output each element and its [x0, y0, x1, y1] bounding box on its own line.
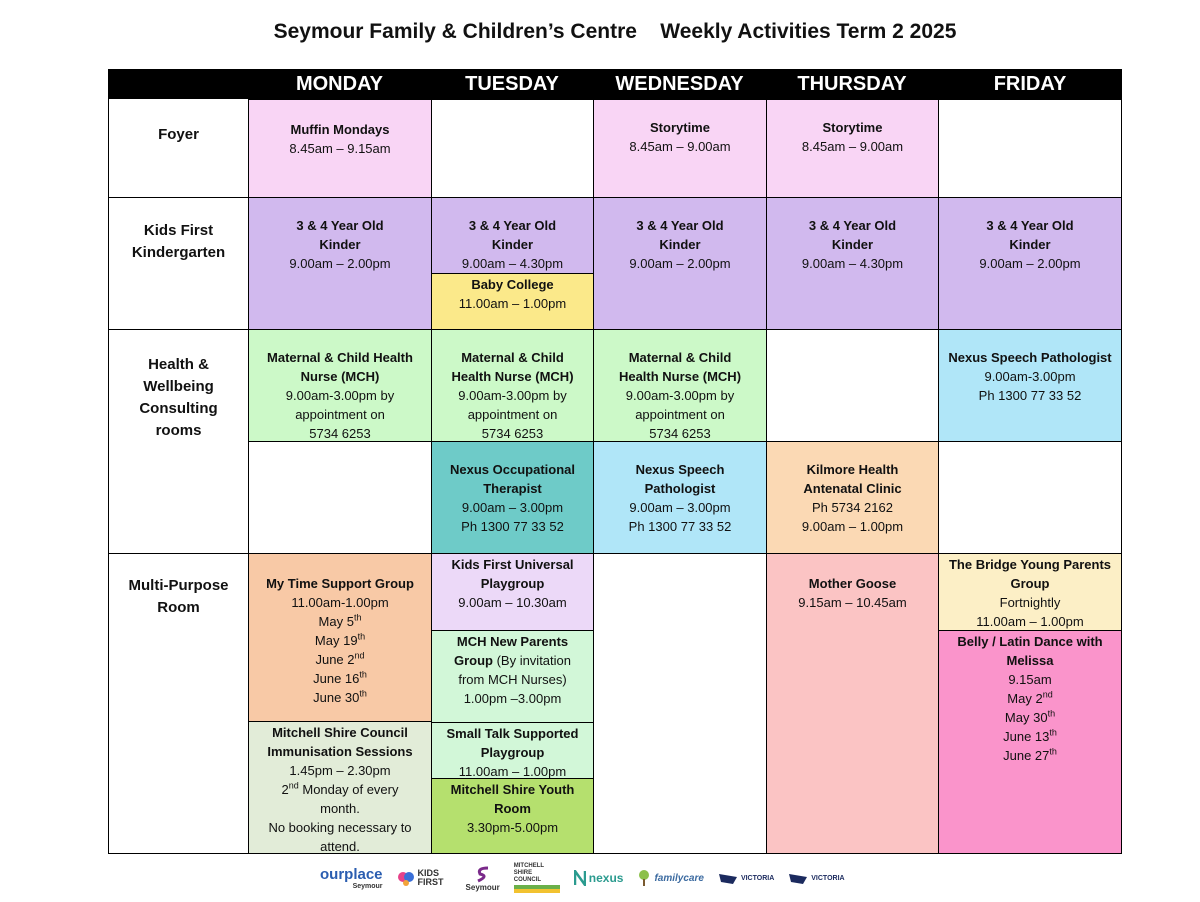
date-text: June 13	[1003, 729, 1050, 744]
tree-icon	[637, 869, 651, 887]
row-divider	[108, 853, 249, 854]
activity-time: 1.45pm – 2.30pm	[289, 763, 391, 778]
activity-title: Storytime	[822, 120, 883, 135]
activity-youth-room	[431, 778, 594, 854]
activity-time: 9.00am – 1.00pm	[801, 519, 904, 534]
activity-phone: Ph 1300 77 33 52	[461, 519, 564, 534]
activity-time: 11.00am – 1.00pm	[458, 764, 567, 779]
n-logo-icon	[574, 870, 586, 886]
row-divider	[108, 197, 249, 198]
activity-title: Therapist	[483, 481, 542, 496]
activity-date	[945, 708, 1115, 727]
row-label-column	[108, 99, 249, 853]
empty-cell	[938, 441, 1122, 554]
logo-text: ourplace	[320, 866, 383, 883]
activity-kinder-mon	[248, 197, 432, 330]
activity-time: 8.45am – 9.00am	[801, 139, 904, 154]
activity-title: Kinder	[319, 237, 361, 252]
activity-note: from MCH Nurses)	[458, 672, 567, 687]
activity-date	[945, 746, 1115, 765]
activity-title: The Bridge Young Parents	[948, 557, 1112, 572]
activity-date	[255, 669, 425, 688]
activity-title: Mitchell Shire Council	[272, 725, 408, 740]
activity-title: 3 & 4 Year Old	[636, 218, 724, 233]
familycare-logo	[637, 869, 703, 887]
activity-time: 9.00am – 4.30pm	[461, 256, 564, 271]
activity-time: 8.45am – 9.15am	[289, 141, 391, 156]
activity-time: 11.00am-1.00pm	[291, 595, 389, 610]
activity-time: 11.00am – 1.00pm	[976, 614, 1084, 629]
activity-small-talk-playgroup	[431, 722, 594, 779]
note-text: (By invitation	[492, 653, 572, 668]
row-label-multipurpose	[108, 575, 249, 619]
kidsfirst-logo	[397, 869, 452, 887]
activity-time: 9.00am-3.00pm	[984, 369, 1076, 384]
partner-logos	[320, 858, 860, 898]
activity-date	[255, 612, 425, 631]
activity-title: Room	[494, 801, 531, 816]
seymour-college-logo	[466, 865, 500, 892]
activity-title: Maternal & Child	[461, 350, 564, 365]
victoria-map-icon	[788, 871, 808, 885]
activity-time: 11.00am – 1.00pm	[458, 296, 567, 311]
activity-title: Playgroup	[480, 745, 545, 760]
activity-time: 1.00pm –3.00pm	[463, 691, 562, 706]
logo-text: KIDS FIRST	[417, 868, 444, 887]
activity-antenatal-clinic	[766, 441, 939, 554]
date-suffix: th	[359, 688, 367, 699]
activity-phone: 5734 6253	[309, 426, 371, 441]
activity-mch-mon	[248, 329, 432, 442]
logo-text: nexus	[588, 871, 624, 885]
activity-kinder-wed	[593, 197, 767, 330]
activity-phone: 5734 6253	[649, 426, 711, 441]
activity-title: Melissa	[1006, 653, 1054, 668]
date-text: May 30	[1004, 710, 1048, 725]
butterfly-icon	[397, 869, 415, 887]
activity-date	[255, 650, 425, 669]
activity-title: Small Talk Supported	[446, 726, 579, 741]
date-text: June 16	[313, 671, 360, 686]
activity-title: Nexus Speech Pathologist	[948, 350, 1112, 365]
activity-kinder-thu	[766, 197, 939, 330]
page-title: Seymour Family & Children’s Centre Weekly Activities Term 2 2025	[273, 20, 957, 43]
date-suffix: th	[1049, 746, 1057, 757]
activity-date	[255, 688, 425, 707]
date-suffix: th	[1049, 727, 1057, 738]
date-text: June 27	[1003, 748, 1050, 763]
row-label-text: Foyer	[158, 126, 199, 143]
activity-mch-wed	[593, 329, 767, 442]
activity-date	[945, 727, 1115, 746]
activity-note: appointment on	[295, 407, 385, 422]
activity-title: Pathologist	[644, 481, 716, 496]
empty-cell	[938, 99, 1122, 198]
s-logo-icon	[474, 865, 492, 883]
waves-icon	[514, 885, 560, 893]
activity-title: Maternal & Child	[628, 350, 732, 365]
date-suffix: nd	[354, 650, 365, 661]
activity-my-time-group	[248, 553, 432, 722]
row-label-text: Room	[157, 599, 200, 616]
logo-text: VICTORIA	[811, 874, 845, 882]
activity-note: appointment on	[635, 407, 725, 422]
row-divider	[108, 553, 249, 554]
activity-title: Kinder	[491, 237, 534, 252]
date-suffix: th	[359, 669, 367, 680]
activity-title: Playgroup	[480, 576, 545, 591]
activity-occupational-therapist	[431, 441, 594, 554]
activity-storytime-thu	[766, 99, 939, 198]
date-text: June 2	[315, 652, 355, 667]
activity-title: Maternal & Child Health	[267, 350, 413, 365]
activity-kinder-tue	[431, 197, 594, 274]
activity-speech-wed	[593, 441, 767, 554]
activity-phone: 5734 6253	[481, 426, 544, 441]
activity-title: Nurse (MCH)	[300, 369, 380, 384]
empty-cell	[431, 99, 594, 198]
activity-time: 8.45am – 9.00am	[629, 139, 731, 154]
empty-cell	[248, 441, 432, 554]
activity-title: My Time Support Group	[266, 576, 414, 591]
activity-muffin-mondays	[248, 99, 432, 198]
activity-time: 9.00am-3.00pm by	[458, 388, 567, 403]
activity-title: Group	[453, 653, 493, 668]
empty-cell	[593, 553, 767, 854]
activity-bridge-young-parents	[938, 553, 1122, 631]
day-header-tuesday: TUESDAY	[431, 69, 593, 99]
activity-title: Health Nurse (MCH)	[618, 369, 742, 384]
activity-title: Mitchell Shire Youth	[450, 782, 575, 797]
activity-title: Belly / Latin Dance with	[957, 634, 1103, 649]
activity-time: 9.15am	[1008, 672, 1052, 687]
activity-title: 3 & 4 Year Old	[468, 218, 557, 233]
row-label-text: rooms	[155, 422, 202, 439]
activity-time: 9.00am – 3.00pm	[461, 500, 564, 515]
date-suffix: th	[1047, 708, 1056, 719]
activity-title: 3 & 4 Year Old	[296, 218, 384, 233]
date-text: June 30	[313, 690, 360, 705]
activity-title: Health Nurse (MCH)	[451, 369, 574, 384]
victoria-education-logo	[718, 871, 774, 885]
activity-note	[438, 651, 587, 670]
activity-time: 9.00am-3.00pm by	[285, 388, 395, 403]
date-text: May 19	[314, 633, 358, 648]
activity-title: Kilmore Health	[806, 462, 899, 477]
activity-universal-playgroup	[431, 553, 594, 631]
activity-note: appointment on	[467, 407, 558, 422]
ourplace-logo	[320, 866, 383, 890]
activity-time: 3.30pm-5.00pm	[466, 820, 559, 835]
activity-note: month.	[320, 801, 360, 816]
note-text: 2	[281, 782, 289, 797]
activity-time: 9.00am – 3.00pm	[629, 500, 731, 515]
day-header-wednesday: WEDNESDAY	[593, 69, 766, 99]
date-suffix: th	[357, 631, 366, 642]
activity-phone: Ph 1300 77 33 52	[978, 388, 1082, 403]
row-label-text: Kindergarten	[131, 244, 226, 261]
activity-storytime-wed	[593, 99, 767, 198]
activity-mch-tue	[431, 329, 594, 442]
activity-title: 3 & 4 Year Old	[808, 218, 897, 233]
activity-title: Kids First Universal	[451, 557, 574, 572]
activity-immunisation	[248, 721, 432, 854]
mitchell-shire-logo	[514, 863, 560, 893]
date-text: May 2	[1007, 691, 1043, 706]
activity-note: No booking necessary to	[268, 820, 412, 835]
note-text: Monday of every	[298, 782, 399, 797]
activity-mother-goose	[766, 553, 939, 854]
row-label-text: Health &	[148, 356, 209, 373]
activity-belly-latin-dance	[938, 630, 1122, 854]
empty-cell	[766, 329, 939, 442]
activity-title: Baby College	[471, 277, 554, 292]
row-label-text: Consulting	[139, 400, 218, 417]
logo-text: Seymour	[465, 882, 500, 892]
activity-title: Nexus Occupational	[450, 462, 575, 477]
activity-kinder-fri	[938, 197, 1122, 330]
activity-title: Muffin Mondays	[290, 122, 390, 137]
activity-time: 9.00am-3.00pm by	[625, 388, 735, 403]
activity-time: 9.15am – 10.45am	[798, 595, 907, 610]
activity-title: Immunisation Sessions	[267, 744, 413, 759]
logo-text: VICTORIA	[740, 874, 775, 882]
activity-time: 9.00am – 10.30am	[458, 595, 567, 610]
activity-title: Storytime	[650, 120, 710, 135]
activity-date	[945, 689, 1115, 708]
activity-title: Nexus Speech	[635, 462, 725, 477]
logo-subtext: Seymour	[352, 883, 383, 890]
activity-speech-fri	[938, 329, 1122, 442]
activity-title: Kinder	[659, 237, 701, 252]
victoria-map-icon	[718, 871, 738, 885]
activity-title: Group	[1010, 576, 1050, 591]
date-suffix: nd	[288, 780, 299, 791]
activity-title: MCH New Parents	[456, 634, 569, 649]
day-header-friday: FRIDAY	[938, 69, 1122, 99]
activity-note: attend.	[320, 839, 360, 854]
activity-title: 3 & 4 Year Old	[986, 218, 1074, 233]
date-suffix: th	[353, 612, 362, 623]
activity-phone: Ph 5734 2162	[812, 500, 893, 515]
activity-time: 9.00am – 2.00pm	[289, 256, 391, 271]
activity-title: Kinder	[831, 237, 874, 252]
date-text: May 5	[318, 614, 354, 629]
activity-phone: Ph 1300 77 33 52	[628, 519, 732, 534]
activity-time: 9.00am – 4.30pm	[801, 256, 904, 271]
row-label-health	[108, 354, 249, 442]
logo-text: MITCHELL SHIRE COUNCIL	[513, 863, 544, 883]
activity-note	[255, 780, 425, 799]
date-suffix: nd	[1042, 689, 1053, 700]
activity-note: Fortnightly	[999, 595, 1061, 610]
nexus-logo	[574, 870, 624, 886]
activity-time: 9.00am – 2.00pm	[629, 256, 731, 271]
day-header-monday: MONDAY	[248, 69, 431, 99]
logo-text: familycare	[654, 872, 704, 884]
activity-new-parents-group	[431, 630, 594, 723]
activity-baby-college	[431, 273, 594, 330]
row-label-text: Multi-Purpose	[128, 577, 229, 594]
victoria-families-logo	[788, 871, 844, 885]
row-divider	[108, 329, 249, 330]
activity-time: 9.00am – 2.00pm	[979, 256, 1081, 271]
activity-title: Kinder	[1009, 237, 1051, 252]
day-header-thursday: THURSDAY	[766, 69, 938, 99]
activity-title: Mother Goose	[808, 576, 897, 591]
row-label-foyer	[108, 124, 249, 146]
row-label-text: Kids First	[143, 222, 214, 239]
activity-date	[255, 631, 425, 650]
row-label-text: Wellbeing	[143, 378, 214, 395]
row-label-kinder	[108, 220, 249, 264]
activity-title: Antenatal Clinic	[803, 481, 902, 496]
